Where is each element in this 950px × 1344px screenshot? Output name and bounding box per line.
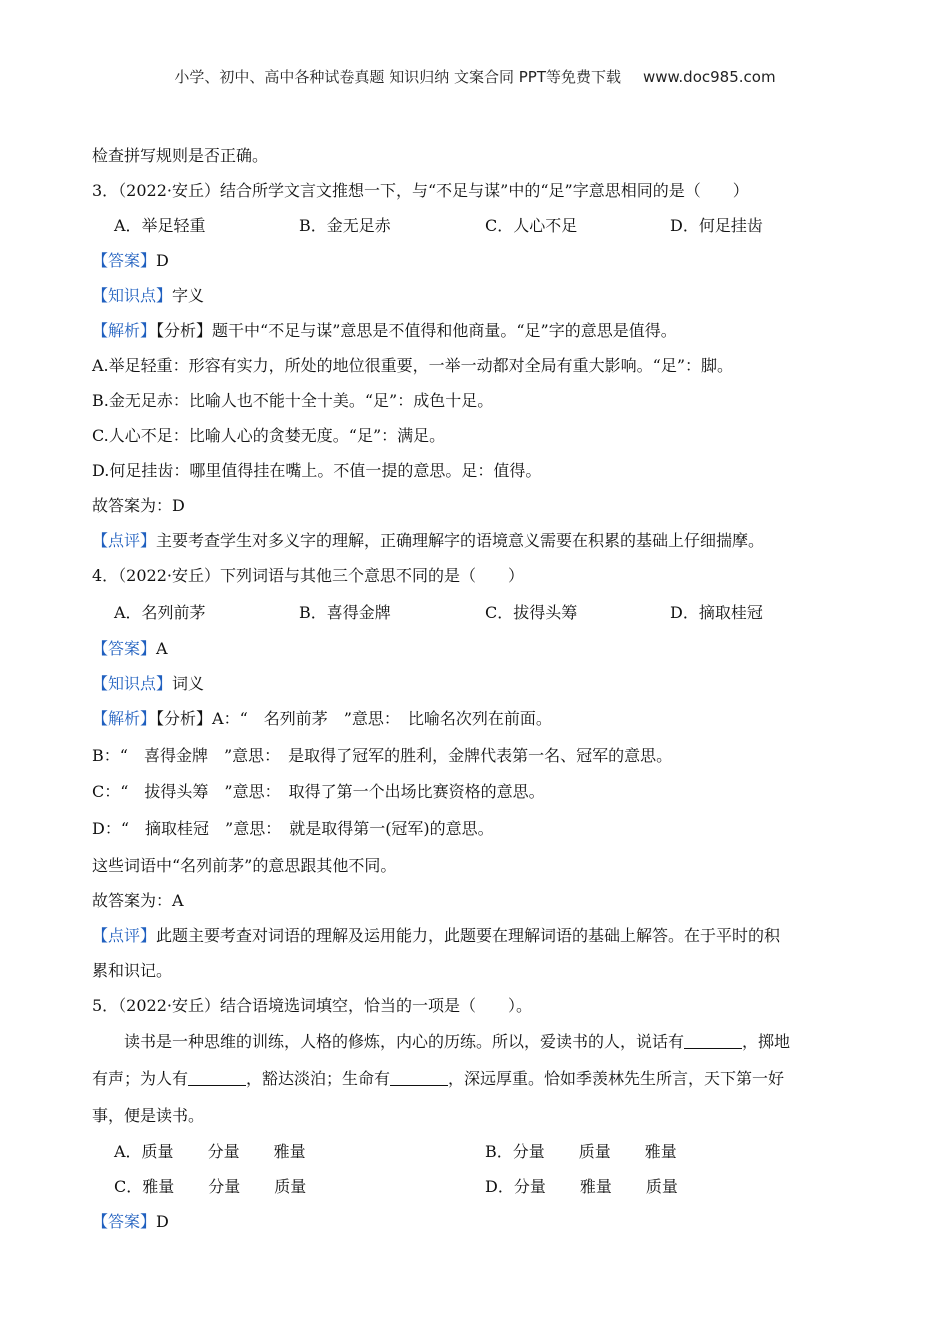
passage-text: ，深远厚重。恰如季羡林先生所言，天下第一好 xyxy=(448,1069,785,1088)
q5-passage-line-2 xyxy=(92,1060,862,1097)
passage-text: 有声；为人有 xyxy=(92,1069,189,1088)
q3-analysis xyxy=(92,313,862,348)
q3-analysis-line: C.人心不足：比喻人心的贪婪无度。“足”：满足。 xyxy=(92,426,446,445)
q4-option-c: C．拔得头筹 xyxy=(485,603,578,622)
knowledge-tag: 【知识点】 xyxy=(92,286,173,305)
q5-option-b: B．分量 质量 雅量 xyxy=(485,1142,677,1161)
q5-passage-line-1 xyxy=(92,1023,862,1060)
q4-option-a: A．名列前茅 xyxy=(114,603,206,622)
q4-analysis-line: 这些词语中“名列前茅”的意思跟其他不同。 xyxy=(92,856,397,875)
header-url[interactable]: www.doc985.com xyxy=(642,68,776,86)
q3-answer xyxy=(92,243,862,278)
q5-option-c: C．雅量 分量 质量 xyxy=(114,1177,307,1196)
q4-analysis xyxy=(92,701,862,736)
answer-value: A xyxy=(156,639,168,658)
knowledge-tag: 【知识点】 xyxy=(92,674,173,693)
analysis-text: 【分析】A：“ 名列前茅 ”意思： 比喻名次列在前面。 xyxy=(156,709,552,728)
q4-comment-cont: 累和识记。 xyxy=(92,961,173,980)
answer-tag: 【答案】 xyxy=(92,251,157,270)
comment-tag: 【点评】 xyxy=(92,531,157,550)
q5-options-row-1 xyxy=(92,1134,862,1169)
comment-tag: 【点评】 xyxy=(92,926,157,945)
answer-value: D xyxy=(156,251,169,270)
knowledge-value: 词义 xyxy=(172,674,205,693)
q4-analysis-line: B：“ 喜得金牌 ”意思： 是取得了冠军的胜利，金牌代表第一名、冠军的意思。 xyxy=(92,746,673,765)
document-body xyxy=(92,138,862,1239)
analysis-tag: 【解析】 xyxy=(92,709,157,728)
q3-options xyxy=(92,208,862,243)
q3-analysis-line: D.何足挂齿：哪里值得挂在嘴上。不值一提的意思。足：值得。 xyxy=(92,461,542,480)
q4-options xyxy=(92,593,862,631)
comment-text: 此题主要考查对词语的理解及运用能力，此题要在理解词语的基础上解答。在于平时的积 xyxy=(156,926,781,945)
q2-tail: 检查拼写规则是否正确。 xyxy=(92,146,269,165)
passage-text: ，掷地 xyxy=(742,1032,791,1051)
q3-final-answer: 故答案为：D xyxy=(92,496,185,515)
q4-stem: 4．（2022·安丘）下列词语与其他三个意思不同的是（ ） xyxy=(92,566,524,585)
analysis-tag: 【解析】 xyxy=(92,321,157,340)
q4-analysis-line: C：“ 拔得头筹 ”意思： 取得了第一个出场比赛资格的意思。 xyxy=(92,782,545,801)
comment-text: 主要考查学生对多义字的理解，正确理解字的语境意义需要在积累的基础上仔细揣摩。 xyxy=(156,531,765,550)
answer-value: D xyxy=(156,1212,169,1231)
answer-tag: 【答案】 xyxy=(92,639,157,658)
q4-answer xyxy=(92,631,862,666)
header-text: 小学、初中、高中各种试卷真题 知识归纳 文案合同 PPT等免费下载 xyxy=(174,68,621,86)
passage-text: 读书是一种思维的训练，人格的修炼，内心的历练。所以，爱读书的人，说话有 xyxy=(124,1032,685,1051)
q4-comment xyxy=(92,918,862,953)
q3-analysis-line: B.金无足赤：比喻人也不能十全十美。“足”：成色十足。 xyxy=(92,391,494,410)
q4-option-d: D．摘取桂冠 xyxy=(670,603,763,622)
q5-options-row-2 xyxy=(92,1169,862,1204)
passage-text: ，豁达淡泊；生命有 xyxy=(246,1069,391,1088)
q4-final-answer: 故答案为：A xyxy=(92,891,184,910)
q5-option-d: D．分量 雅量 质量 xyxy=(485,1177,678,1196)
q4-knowledge xyxy=(92,666,862,701)
analysis-text: 【分析】题干中“不足与谋”意思是不值得和他商量。“足”字的意思是值得。 xyxy=(156,321,677,340)
q3-option-b: B．金无足赤 xyxy=(299,216,391,235)
q3-option-d: D．何足挂齿 xyxy=(670,216,763,235)
answer-tag: 【答案】 xyxy=(92,1212,157,1231)
q5-answer xyxy=(92,1204,862,1239)
fill-blank-1 xyxy=(684,1030,742,1049)
q3-knowledge xyxy=(92,278,862,313)
q3-analysis-line: A.举足轻重：形容有实力，所处的地位很重要，一举一动都对全局有重大影响。“足”：脚。 xyxy=(92,356,734,375)
q3-comment xyxy=(92,523,862,558)
q3-stem: 3．（2022·安丘）结合所学文言文推想一下，与“不足与谋”中的“足”字意思相同的是（ ） xyxy=(92,181,749,200)
fill-blank-2 xyxy=(188,1067,246,1086)
page-header xyxy=(0,66,950,87)
q3-option-a: A．举足轻重 xyxy=(114,216,206,235)
q4-option-b: B．喜得金牌 xyxy=(299,603,391,622)
q5-passage-line-3: 事，便是读书。 xyxy=(92,1106,205,1125)
q4-analysis-line: D：“ 摘取桂冠 ”意思： 就是取得第一(冠军)的意思。 xyxy=(92,819,494,838)
fill-blank-3 xyxy=(390,1067,448,1086)
knowledge-value: 字义 xyxy=(172,286,205,305)
q5-option-a: A．质量 分量 雅量 xyxy=(114,1142,306,1161)
q5-stem: 5．（2022·安丘）结合语境选词填空，恰当的一项是（ ）。 xyxy=(92,996,532,1015)
q3-option-c: C．人心不足 xyxy=(485,216,578,235)
